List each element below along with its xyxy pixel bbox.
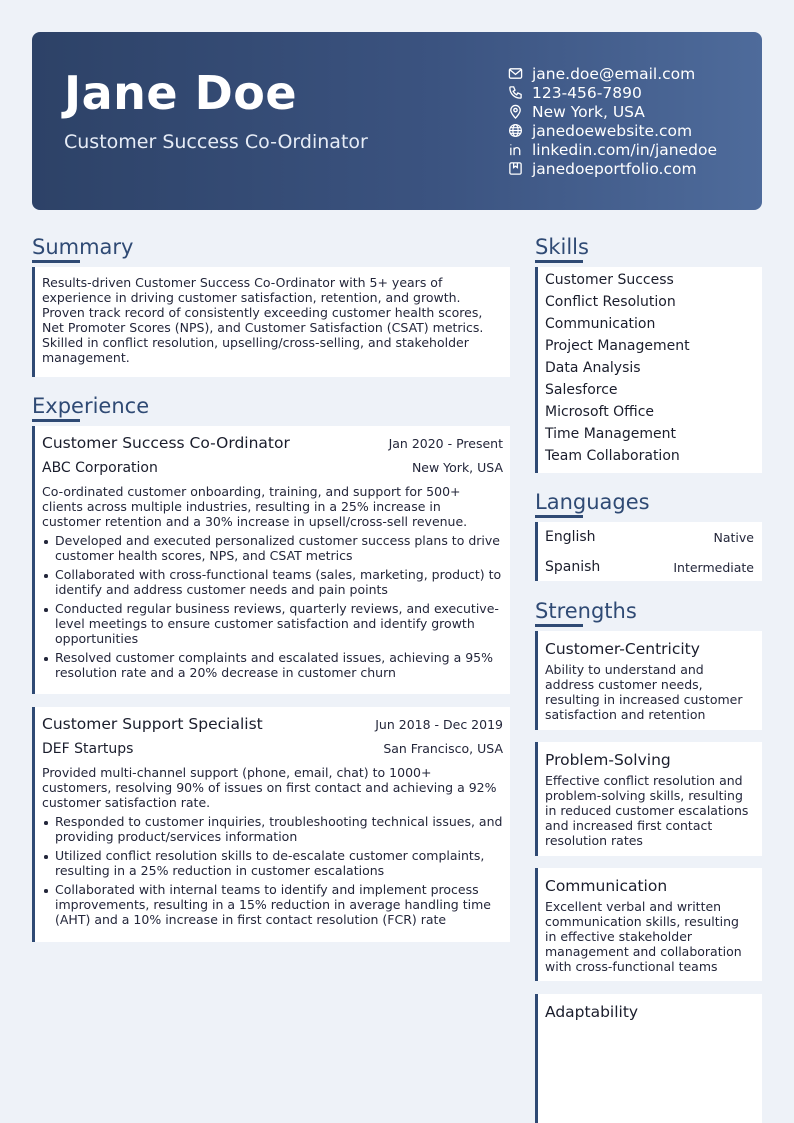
summary-text: Results-driven Customer Success Co-Ordinator with 5+ years of experience in driving customer satisfaction, retention, and growth. Proven track record of consistently exceeding customer health scores, Net Promoter Scores (NPS), and Customer Satisfaction (CSAT) metrics. Skilled in conflict resolution, upselling/cross-selling, and stakeholder management. bbox=[42, 275, 484, 365]
contact-list bbox=[508, 64, 758, 178]
job-location: San Francisco, USA bbox=[383, 741, 503, 756]
job-bullet-list bbox=[42, 814, 503, 927]
strength-card bbox=[535, 631, 762, 730]
skill-item: Conflict Resolution bbox=[545, 294, 676, 310]
skill-item: Communication bbox=[545, 316, 656, 332]
languages-heading: Languages bbox=[535, 490, 650, 514]
contact-linkedin-text: linkedin.com/in/janedoe bbox=[532, 140, 717, 159]
job-location: New York, USA bbox=[411, 460, 503, 475]
globe-icon bbox=[508, 123, 523, 138]
job-company: DEF Startups bbox=[42, 741, 134, 757]
contact-portfolio-text: janedoeportfolio.com bbox=[532, 159, 697, 178]
contact-phone-text: 123-456-7890 bbox=[532, 83, 642, 102]
strength-description: Ability to understand and address customer needs, resulting in increased customer satisfaction and retention bbox=[545, 662, 743, 722]
strengths-heading-underline bbox=[535, 624, 583, 627]
job-bullet: Resolved customer complaints and escalated issues, achieving a 95% resolution rate and a 20% decrease in customer churn bbox=[42, 650, 503, 680]
phone-icon bbox=[508, 85, 523, 100]
candidate-title: Customer Success Co-Ordinator bbox=[64, 131, 368, 153]
job-bullet: Utilized conflict resolution skills to de-escalate customer complaints, resulting in a 25% reduction in customer escalations bbox=[42, 848, 503, 878]
summary-heading: Summary bbox=[32, 235, 134, 259]
contact-website[interactable] bbox=[508, 121, 758, 140]
strength-title: Adaptability bbox=[545, 1003, 639, 1021]
job-bullet: Collaborated with cross-functional teams (sales, marketing, product) to identify and address customer needs and pain points bbox=[42, 567, 503, 597]
contact-email-text: jane.doe@email.com bbox=[532, 64, 696, 83]
strength-description: Excellent verbal and written communication skills, resulting in effective stakeholder management and collaboration with cross-functional teams bbox=[545, 899, 742, 974]
job-title: Customer Support Specialist bbox=[42, 715, 263, 733]
contact-email[interactable] bbox=[508, 64, 758, 83]
contact-portfolio[interactable] bbox=[508, 159, 758, 178]
strength-title: Communication bbox=[545, 877, 668, 895]
skill-item: Salesforce bbox=[545, 382, 618, 398]
job-bullet: Developed and executed personalized customer success plans to drive customer health scores, NPS, and CSAT metrics bbox=[42, 533, 503, 563]
job-dates: Jun 2018 - Dec 2019 bbox=[375, 717, 503, 732]
resume-header bbox=[32, 32, 762, 210]
job-bullet: Conducted regular business reviews, quarterly reviews, and executive-level meetings to ensure customer satisfaction and identify growth opportunities bbox=[42, 601, 503, 646]
strength-title: Customer-Centricity bbox=[545, 640, 700, 658]
skill-item: Microsoft Office bbox=[545, 404, 655, 420]
experience-heading: Experience bbox=[32, 394, 150, 418]
skill-item: Project Management bbox=[545, 338, 690, 354]
job-bullet: Collaborated with internal teams to identify and implement process improvements, resulting in a 15% reduction in average handling time (AHT) and a 10% increase in first contact resolution (FCR) rate bbox=[42, 882, 503, 927]
email-icon bbox=[508, 66, 523, 81]
languages-card bbox=[535, 522, 762, 581]
strength-card bbox=[535, 742, 762, 856]
job-description: Co-ordinated customer onboarding, training, and support for 500+ clients across multiple industries, resulting in a 25% increase in customer retention and a 30% increase in upsell/cross-sell revenue. bbox=[42, 484, 468, 529]
strength-card bbox=[535, 868, 762, 981]
summary-card bbox=[32, 267, 510, 377]
strength-description: Effective conflict resolution and problem-solving skills, resulting in reduced customer escalations and increased first contact resolution rates bbox=[545, 773, 749, 848]
contact-phone[interactable] bbox=[508, 83, 758, 102]
location-icon bbox=[508, 104, 523, 119]
language-name: Spanish bbox=[545, 559, 601, 575]
job-title: Customer Success Co-Ordinator bbox=[42, 434, 290, 452]
languages-heading-underline bbox=[535, 515, 583, 518]
language-level: Native bbox=[713, 529, 754, 545]
job-dates: Jan 2020 - Present bbox=[388, 436, 503, 451]
candidate-name: Jane Doe bbox=[64, 66, 298, 120]
skill-item: Data Analysis bbox=[545, 360, 641, 376]
job-bullet: Responded to customer inquiries, troubleshooting technical issues, and providing product/services information bbox=[42, 814, 503, 844]
experience-heading-underline bbox=[32, 419, 80, 422]
summary-heading-underline bbox=[32, 260, 80, 263]
language-level: Intermediate bbox=[673, 559, 754, 575]
job-card bbox=[32, 426, 510, 694]
job-company: ABC Corporation bbox=[42, 460, 158, 476]
strengths-heading: Strengths bbox=[535, 599, 637, 623]
skill-item: Team Collaboration bbox=[545, 448, 680, 464]
contact-location bbox=[508, 102, 758, 121]
portfolio-icon bbox=[508, 161, 523, 176]
strength-card bbox=[535, 994, 762, 1123]
skill-item: Time Management bbox=[545, 426, 676, 442]
language-name: English bbox=[545, 529, 596, 545]
contact-location-text: New York, USA bbox=[532, 102, 645, 121]
skills-heading-underline bbox=[535, 260, 583, 263]
skill-item: Customer Success bbox=[545, 272, 674, 288]
language-row bbox=[538, 522, 762, 552]
skills-card bbox=[535, 267, 762, 473]
strength-title: Problem-Solving bbox=[545, 751, 671, 769]
linkedin-icon bbox=[508, 142, 523, 157]
skills-heading: Skills bbox=[535, 235, 589, 259]
contact-website-text: janedoewebsite.com bbox=[532, 121, 693, 140]
language-row bbox=[538, 552, 762, 582]
job-description: Provided multi-channel support (phone, email, chat) to 1000+ customers, resolving 90% of issues on first contact and achieving a 92% customer satisfaction rate. bbox=[42, 765, 497, 810]
job-card bbox=[32, 707, 510, 942]
job-bullet-list bbox=[42, 533, 503, 680]
contact-linkedin[interactable] bbox=[508, 140, 758, 159]
